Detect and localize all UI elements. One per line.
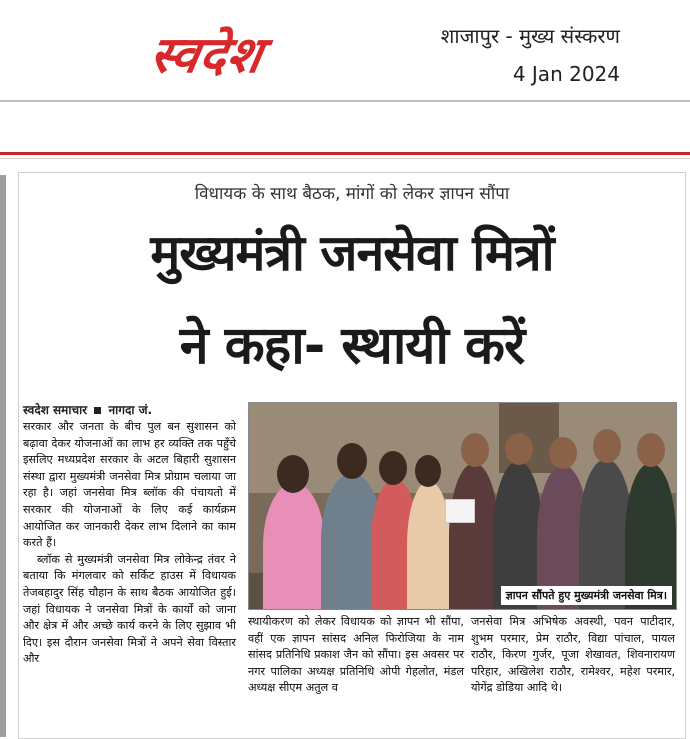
person-figure [449,463,499,609]
person-figure [263,483,325,609]
masthead-divider [0,100,690,102]
headline-line-1: मुख्यमंत्री जनसेवा मित्रों [150,224,554,282]
person-head [505,433,533,465]
article-column-3 [471,614,675,697]
square-bullet-icon [94,407,101,414]
article-column-1 [23,419,236,668]
paragraph-2: ब्लॉक से मुख्यमंत्री जनसेवा मित्र लोकेन्द्र तंवर ने बताया कि मंगलवार को सर्किट हाउस में विधायक तेजबहादुर सिंह चौहान के साथ बैठक आयोजित हुई। जहां विधायक ने जनसेवा मित्रों के कार्यों को जाना और क्षेत्र में और अच्छे कार्य करने के लिए सुझाव भी दिए। इस दौरान जनसेवा मित्रों ने अपने सेवा विस्तार और [23,552,236,666]
person-head [461,433,489,467]
article-kicker: विधायक के साथ बैठक, मांगों को लेकर ज्ञापन सौंपा [194,184,510,204]
paragraph-3: स्थायीकरण को लेकर विधायक को ज्ञापन भी सौंपा, वहीं एक ज्ञापन सांसद अनिल फिरोजिया के नाम सांसद प्रतिनिधि प्रकाश जैन को सौंपा। इस अवसर पर नगर पालिका अध्यक्ष प्रतिनिधि ओपी गेहलोत, मंडल अध्यक्ष सीएम अतुल व [248,615,464,695]
photo-caption: ज्ञापन सौंपते हुए मुख्यमंत्री जनसेवा मित्र। [501,586,672,605]
edition-label: शाजापुर - मुख्य संस्करण [440,24,620,48]
article-column-2 [248,614,464,697]
byline-source: स्वदेश समाचार [23,403,88,417]
newspaper-logo [68,22,346,84]
memorandum-paper [445,499,475,523]
logo-text: स्वदेश [145,26,268,84]
page-edge [0,175,6,737]
person-head [379,451,407,485]
person-head [415,455,441,487]
thin-rule [0,158,690,159]
paragraph-1: सरकार और जनता के बीच पुल बन सुशासन को बढ़ावा देकर योजनाओं का लाभ हर व्यक्ति तक पहुँचे इसलिए मध्यप्रदेश सरकार के अटल बिहारी सुशासन संस्था द्वारा मुख्यमंत्री जनसेवा मित्र प्रोग्राम चलाया जा रहा है। जहां जनसेवा मित्र ब्लॉक की पंचायतो में सरकार की योजनाओं के लिए कई कार्यक्रम आयोजित कर जानकारी देकर लाभ दिलाने का काम करते हैं। [23,420,236,550]
edition-date: 4 Jan 2024 [512,62,620,86]
person-head [637,433,665,467]
person-head [337,443,367,479]
red-rule [0,152,690,155]
headline-line-2: ने कहा- स्थायी करें [179,316,525,376]
paragraph-4: जनसेवा मित्र अभिषेक अवस्थी, पवन पाटीदार, शुभम परमार, प्रेम राठौर, विद्या पांचाल, पायल राठौर, किरण गुर्जर, पूजा शेखावत, शिवनारायण परिहार, अखिलेश राठौर, रामेश्वर, महेश परमार, योगेंद्र डोडिया आदि थे। [471,615,675,695]
person-head [593,429,621,463]
news-photo [248,402,677,610]
news-clipping [18,172,686,739]
person-head [277,455,309,493]
byline-place: नागदा जं. [108,403,153,417]
masthead [0,0,690,100]
person-head [549,437,577,469]
byline [23,401,152,418]
